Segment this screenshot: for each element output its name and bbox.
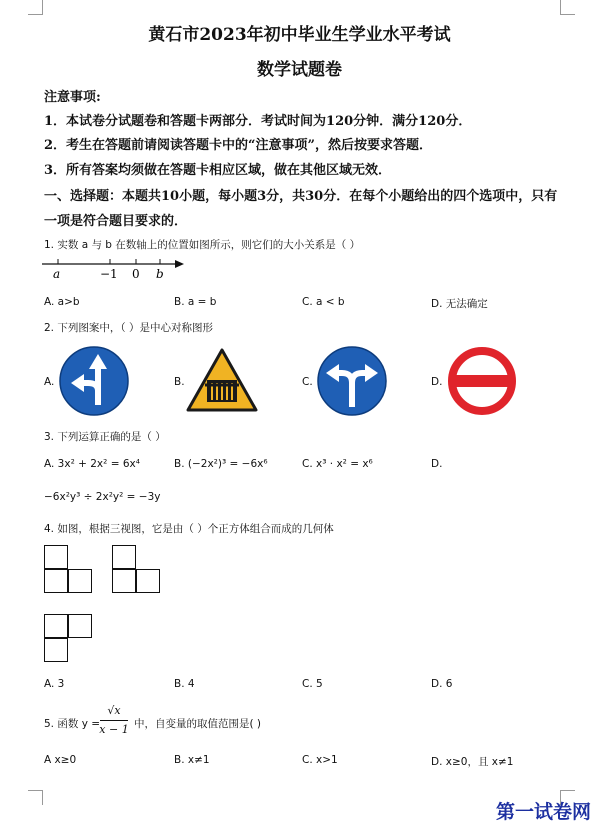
q4-option-b: B. 4 bbox=[174, 678, 195, 690]
q2-label-a: A. bbox=[44, 376, 55, 388]
q5-option-d: D. x≥0，且 x≠1 bbox=[431, 756, 514, 768]
q1-option-c: C. a < b bbox=[302, 296, 345, 308]
top-view-diagram bbox=[44, 614, 96, 666]
q4-option-c: C. 5 bbox=[302, 678, 323, 690]
side-view-diagram bbox=[112, 545, 164, 597]
q5-numerator: √x bbox=[107, 704, 121, 717]
sign-straight-or-left-icon bbox=[58, 345, 130, 417]
q1-option-d: D. 无法确定 bbox=[431, 298, 488, 310]
fraction-bar bbox=[100, 720, 128, 721]
section-heading-line1: 一、选择题：本题共10小题，每小题3分，共30分．在每个小题给出的四个选项中，只有 bbox=[44, 189, 558, 204]
exam-title: 黄石市2023年初中毕业生学业水平考试 bbox=[148, 25, 451, 45]
crop-mark-top-right bbox=[560, 0, 575, 15]
crop-mark-top-left bbox=[28, 0, 43, 15]
site-watermark: 第一试卷网 bbox=[495, 801, 591, 823]
q2-label-b: B. bbox=[174, 376, 185, 388]
q2-stem: 2. 下列图案中，（ ）是中心对称图形 bbox=[44, 322, 213, 334]
axis-label-a: a bbox=[53, 267, 61, 281]
q5-option-c: C. x>1 bbox=[302, 754, 338, 766]
note-item-2: 2．考生在答题前请阅读答题卡中的“注意事项”，然后按要求答题． bbox=[44, 138, 433, 153]
q2-label-d: D. bbox=[431, 376, 443, 388]
q4-option-a: A. 3 bbox=[44, 678, 65, 690]
exam-subtitle: 数学试题卷 bbox=[257, 60, 342, 80]
warning-railway-sign-icon bbox=[186, 347, 258, 413]
q3-option-d-label: D. bbox=[431, 458, 443, 470]
q5-option-b: B. x≠1 bbox=[174, 754, 210, 766]
q5-option-a: A x≥0 bbox=[44, 754, 77, 766]
q3-option-a: A. 3x² + 2x² = 6x⁴ bbox=[44, 458, 140, 470]
q3-option-b: B. (−2x²)³ = −6x⁶ bbox=[174, 458, 268, 470]
axis-label-minus-one: −1 bbox=[100, 267, 118, 281]
q3-option-c: C. x³ · x² = x⁶ bbox=[302, 458, 373, 470]
q3-option-d-expression: −6x²y³ ÷ 2x²y² = −3y bbox=[44, 491, 161, 503]
sign-turn-left-or-right-icon bbox=[316, 345, 388, 417]
q1-option-b: B. a = b bbox=[174, 296, 217, 308]
q5-denominator: x − 1 bbox=[99, 723, 129, 736]
q5-stem-prefix: 5. 函数 y = bbox=[44, 718, 101, 730]
q2-label-c: C. bbox=[302, 376, 313, 388]
crop-mark-bottom-left bbox=[28, 790, 43, 805]
notes-heading: 注意事项: bbox=[44, 90, 101, 105]
q4-stem: 4. 如图，根据三视图，它是由（ ）个正方体组合而成的几何体 bbox=[44, 523, 334, 535]
note-item-3: 3．所有答案均须做在答题卡相应区域，做在其他区域无效． bbox=[44, 163, 392, 178]
q3-stem: 3. 下列运算正确的是（ ） bbox=[44, 431, 166, 443]
axis-label-b: b bbox=[156, 267, 164, 281]
no-entry-sign-icon bbox=[446, 345, 518, 417]
front-view-diagram bbox=[44, 545, 96, 597]
q1-option-a: A. a>b bbox=[44, 296, 80, 308]
q5-stem-suffix: 中，自变量的取值范围是( ) bbox=[134, 718, 262, 730]
section-heading-line2: 一项是符合题目要求的． bbox=[44, 214, 188, 229]
axis-label-zero: 0 bbox=[132, 267, 140, 281]
q4-option-d: D. 6 bbox=[431, 678, 453, 690]
q1-stem: 1. 实数 a 与 b 在数轴上的位置如图所示，则它们的大小关系是（ ） bbox=[44, 239, 361, 251]
number-line bbox=[40, 252, 190, 284]
note-item-1: 1．本试卷分试题卷和答题卡两部分．考试时间为120分钟．满分120分． bbox=[44, 114, 472, 129]
